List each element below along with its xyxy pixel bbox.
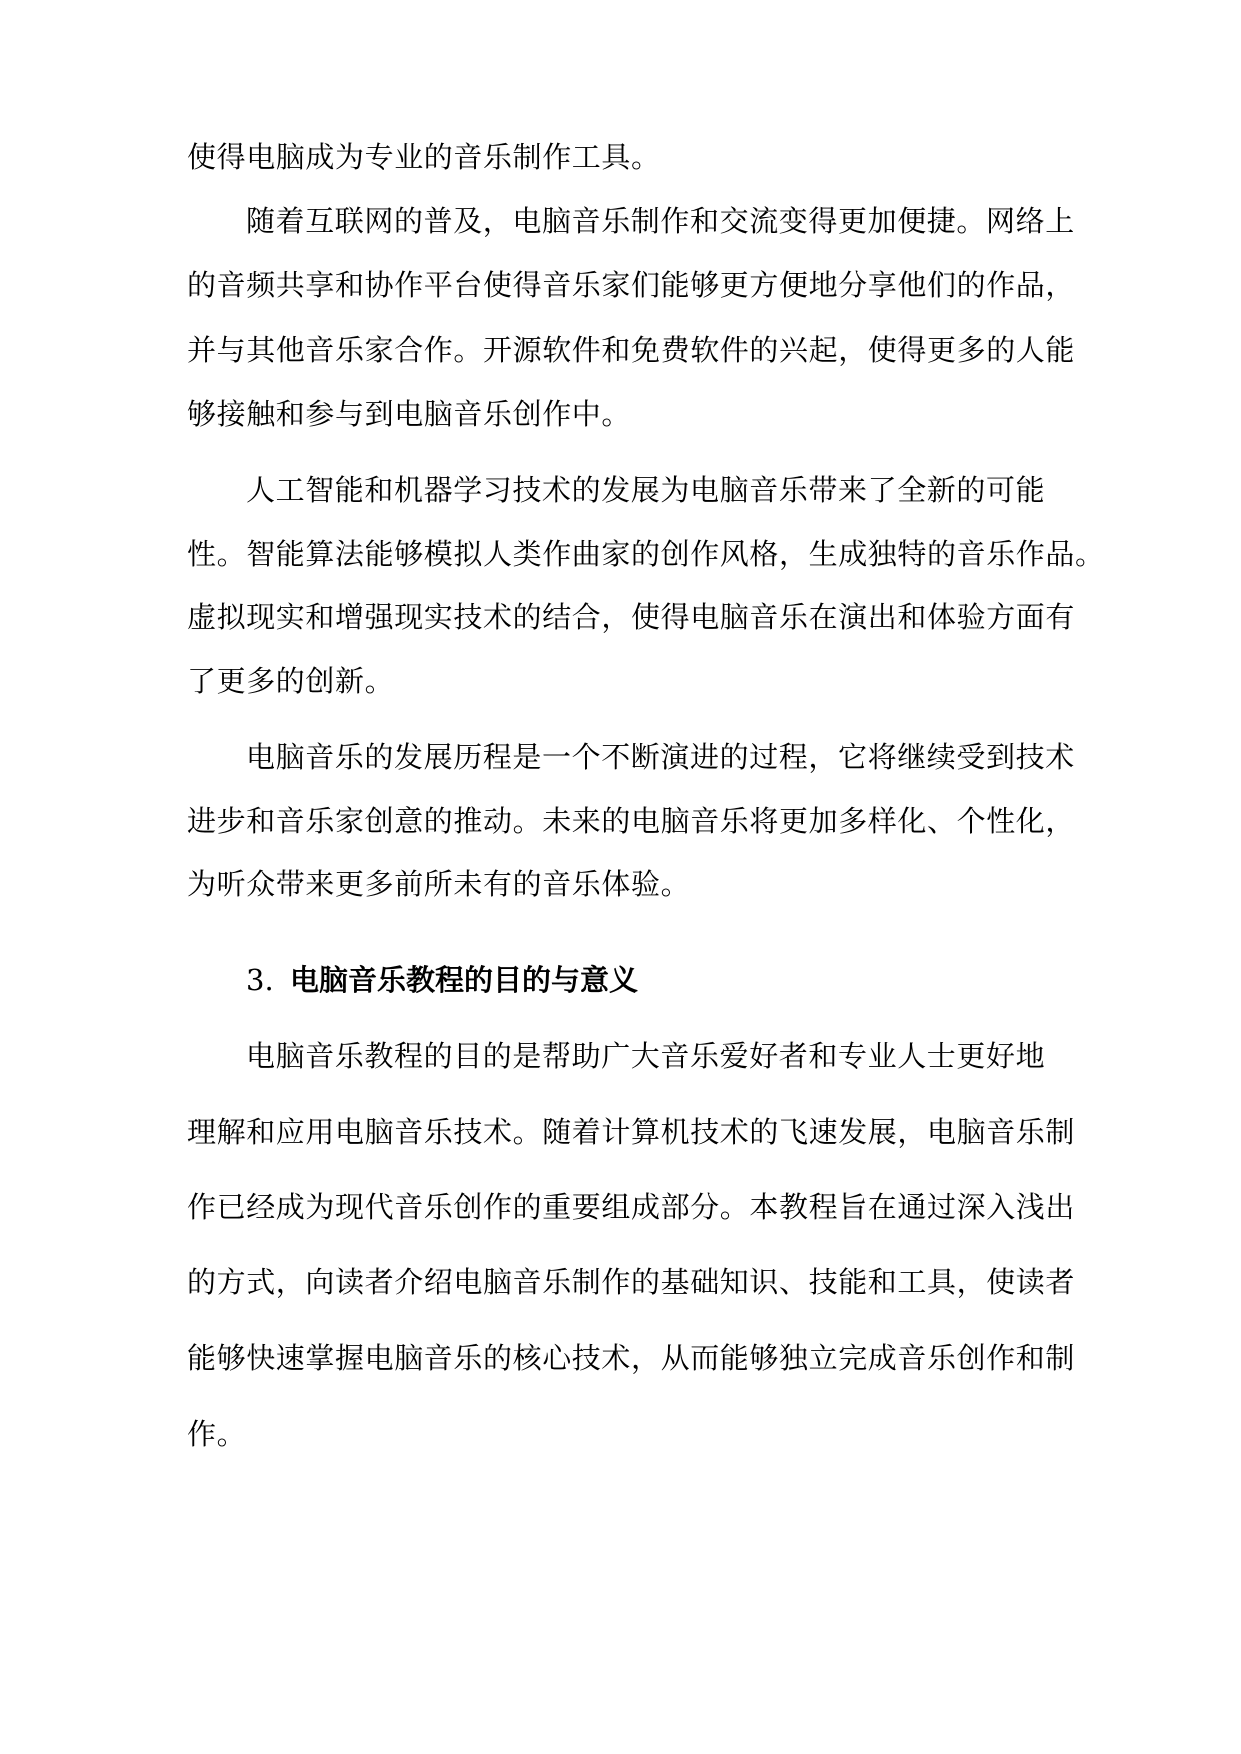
section-paragraph-line-3: 作已经成为现代音乐创作的重要组成部分。本教程旨在通过深入浅出 [187,1190,1076,1224]
paragraph-2-line-1: 随着互联网的普及，电脑音乐制作和交流变得更加便捷。网络上 [246,204,1075,238]
paragraph-4-line-3: 为听众带来更多前所未有的音乐体验。 [187,867,691,901]
section-number: 3. [246,963,274,997]
section-title: 电脑音乐教程的目的与意义 [290,963,639,997]
section-paragraph-line-6: 作。 [187,1417,247,1451]
paragraph-3-line-1: 人工智能和机器学习技术的发展为电脑音乐带来了全新的可能 [246,473,1046,507]
section-heading [246,960,638,1000]
paragraph-2-line-4: 够接触和参与到电脑音乐创作中。 [187,397,632,431]
section-paragraph-line-4: 的方式，向读者介绍电脑音乐制作的基础知识、技能和工具，使读者 [187,1265,1076,1299]
paragraph-3-line-3: 虚拟现实和增强现实技术的结合，使得电脑音乐在演出和体验方面有 [187,600,1076,634]
section-paragraph-line-1: 电脑音乐教程的目的是帮助广大音乐爱好者和专业人士更好地 [246,1039,1046,1073]
paragraph-2-line-3: 并与其他音乐家合作。开源软件和免费软件的兴起，使得更多的人能 [187,333,1076,367]
section-paragraph-line-2: 理解和应用电脑音乐技术。随着计算机技术的飞速发展，电脑音乐制 [187,1115,1076,1149]
paragraph-4-line-1: 电脑音乐的发展历程是一个不断演进的过程，它将继续受到技术 [246,740,1075,774]
paragraph-3-line-4: 了更多的创新。 [187,664,395,698]
paragraph-4-line-2: 进步和音乐家创意的推动。未来的电脑音乐将更加多样化、个性化， [187,804,1076,838]
section-paragraph-line-5: 能够快速掌握电脑音乐的核心技术，从而能够独立完成音乐创作和制 [187,1341,1076,1375]
paragraph-3-line-2: 性。智能算法能够模拟人类作曲家的创作风格，生成独特的音乐作品。 [187,537,1105,571]
paragraph-1-line-1: 使得电脑成为专业的音乐制作工具。 [187,140,661,174]
paragraph-2-line-2: 的音频共享和协作平台使得音乐家们能够更方便地分享他们的作品， [187,268,1076,302]
